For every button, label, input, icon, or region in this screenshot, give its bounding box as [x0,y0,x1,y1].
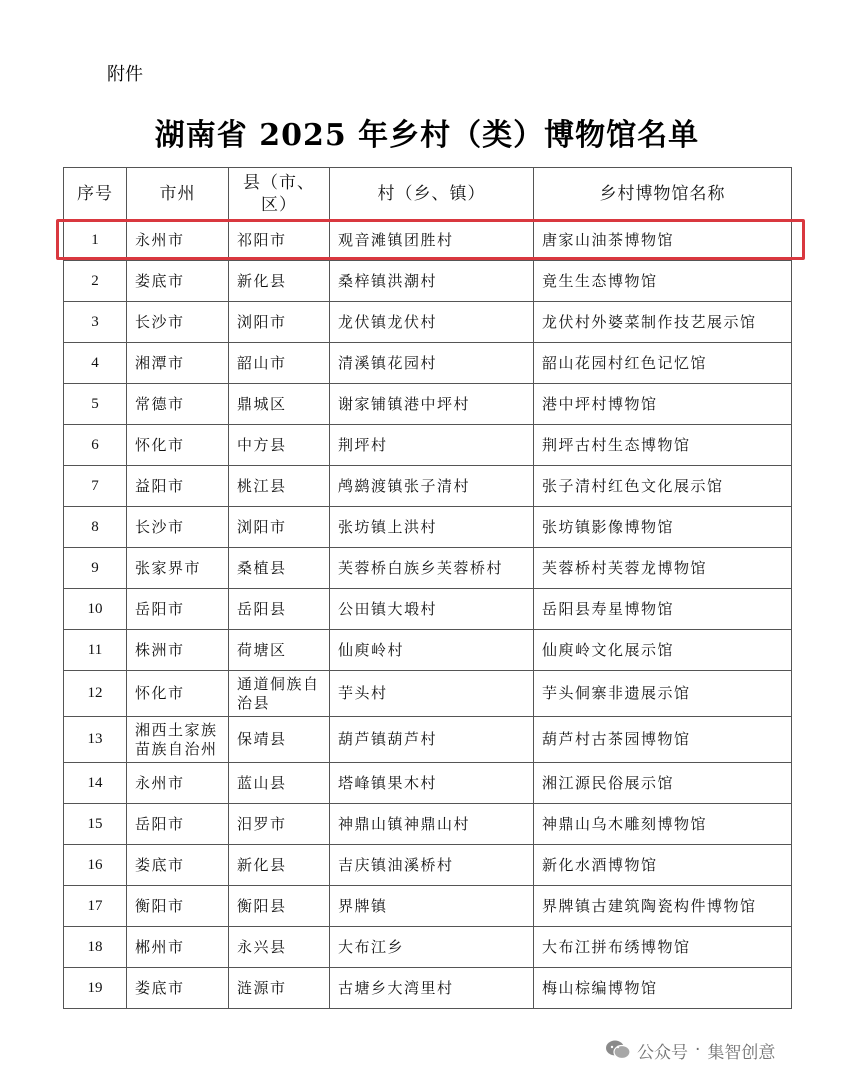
cell-number: 2 [64,261,127,302]
column-header-city: 市州 [127,168,229,220]
cell-number: 14 [64,763,127,804]
cell-number: 16 [64,845,127,886]
table-header-row [64,168,792,220]
cell-number: 18 [64,927,127,968]
column-header-village: 村（乡、镇） [330,168,534,220]
cell-city: 永州市 [127,763,229,804]
cell-number: 6 [64,425,127,466]
watermark-label: 公众号 [637,1042,688,1063]
table-row [64,507,792,548]
cell-village: 谢家铺镇港中坪村 [330,384,534,425]
watermark-account: 集智创意 [707,1042,776,1063]
cell-village: 鸬鹚渡镇张子清村 [330,466,534,507]
cell-county: 通道侗族自治县 [229,671,330,717]
cell-county: 祁阳市 [229,220,330,261]
cell-museum-name: 龙伏村外婆菜制作技艺展示馆 [534,302,792,343]
cell-number: 7 [64,466,127,507]
cell-museum-name: 大布江拼布绣博物馆 [534,927,792,968]
cell-museum-name: 港中坪村博物馆 [534,384,792,425]
cell-museum-name: 竟生生态博物馆 [534,261,792,302]
watermark-separator: · [695,1040,701,1060]
cell-number: 3 [64,302,127,343]
column-header-museum-name: 乡村博物馆名称 [534,168,792,220]
cell-museum-name: 芋头侗寨非遗展示馆 [534,671,792,717]
cell-village: 古塘乡大湾里村 [330,968,534,1009]
cell-number: 10 [64,589,127,630]
cell-village: 神鼎山镇神鼎山村 [330,804,534,845]
cell-county: 涟源市 [229,968,330,1009]
cell-village: 龙伏镇龙伏村 [330,302,534,343]
table-row [64,466,792,507]
cell-village: 观音滩镇团胜村 [330,220,534,261]
cell-number: 5 [64,384,127,425]
table-row [64,804,792,845]
table-row [64,671,792,717]
cell-county: 蓝山县 [229,763,330,804]
cell-number: 19 [64,968,127,1009]
cell-museum-name: 新化水酒博物馆 [534,845,792,886]
cell-city: 岳阳市 [127,804,229,845]
museum-list-table [63,167,792,1009]
watermark [605,1037,775,1063]
cell-museum-name: 芙蓉桥村芙蓉龙博物馆 [534,548,792,589]
cell-number: 17 [64,886,127,927]
cell-city: 常德市 [127,384,229,425]
cell-city: 怀化市 [127,425,229,466]
attachment-label: 附件 [107,64,143,85]
cell-county: 鼎城区 [229,384,330,425]
cell-village: 界牌镇 [330,886,534,927]
cell-number: 11 [64,630,127,671]
cell-city: 岳阳市 [127,589,229,630]
highlight-box [56,219,805,260]
cell-county: 新化县 [229,845,330,886]
cell-number: 8 [64,507,127,548]
cell-county: 新化县 [229,261,330,302]
cell-museum-name: 张坊镇影像博物馆 [534,507,792,548]
cell-county: 荷塘区 [229,630,330,671]
column-header-number: 序号 [64,168,127,220]
cell-county: 汨罗市 [229,804,330,845]
cell-number: 13 [64,717,127,763]
cell-museum-name: 唐家山油茶博物馆 [534,220,792,261]
cell-museum-name: 仙庾岭文化展示馆 [534,630,792,671]
table-row [64,968,792,1009]
cell-village: 吉庆镇油溪桥村 [330,845,534,886]
table-row [64,302,792,343]
cell-museum-name: 界牌镇古建筑陶瓷构件博物馆 [534,886,792,927]
cell-number: 9 [64,548,127,589]
cell-village: 大布江乡 [330,927,534,968]
table-row [64,384,792,425]
cell-village: 公田镇大塅村 [330,589,534,630]
cell-city: 娄底市 [127,845,229,886]
cell-village: 荆坪村 [330,425,534,466]
cell-county: 桃江县 [229,466,330,507]
table-row [64,717,792,763]
cell-city: 衡阳市 [127,886,229,927]
cell-city: 娄底市 [127,261,229,302]
cell-museum-name: 荆坪古村生态博物馆 [534,425,792,466]
table-row [64,343,792,384]
table-row [64,261,792,302]
cell-county: 永兴县 [229,927,330,968]
cell-county: 浏阳市 [229,302,330,343]
cell-museum-name: 湘江源民俗展示馆 [534,763,792,804]
cell-city: 怀化市 [127,671,229,717]
cell-county: 衡阳县 [229,886,330,927]
cell-museum-name: 葫芦村古茶园博物馆 [534,717,792,763]
cell-city: 郴州市 [127,927,229,968]
cell-village: 张坊镇上洪村 [330,507,534,548]
cell-village: 桑梓镇洪潮村 [330,261,534,302]
cell-museum-name: 韶山花园村红色记忆馆 [534,343,792,384]
cell-city: 湘西土家族苗族自治州 [127,717,229,763]
cell-county: 韶山市 [229,343,330,384]
cell-county: 岳阳县 [229,589,330,630]
cell-village: 芋头村 [330,671,534,717]
cell-city: 长沙市 [127,302,229,343]
cell-number: 12 [64,671,127,717]
cell-museum-name: 张子清村红色文化展示馆 [534,466,792,507]
cell-number: 15 [64,804,127,845]
cell-county: 浏阳市 [229,507,330,548]
table-row [64,845,792,886]
cell-village: 清溪镇花园村 [330,343,534,384]
cell-village: 仙庾岭村 [330,630,534,671]
table-row [64,548,792,589]
cell-museum-name: 梅山棕编博物馆 [534,968,792,1009]
cell-city: 永州市 [127,220,229,261]
cell-city: 张家界市 [127,548,229,589]
table-row [64,589,792,630]
wechat-official-account-icon [605,1039,631,1061]
cell-city: 湘潭市 [127,343,229,384]
page-title: 湖南省 2025 年乡村（类）博物馆名单 [154,118,700,153]
cell-city: 益阳市 [127,466,229,507]
cell-number: 1 [64,220,127,261]
cell-museum-name: 神鼎山乌木雕刻博物馆 [534,804,792,845]
cell-number: 4 [64,343,127,384]
cell-city: 株洲市 [127,630,229,671]
cell-village: 葫芦镇葫芦村 [330,717,534,763]
cell-village: 塔峰镇果木村 [330,763,534,804]
table-row [64,763,792,804]
table-row [64,927,792,968]
cell-county: 保靖县 [229,717,330,763]
cell-city: 长沙市 [127,507,229,548]
table-row [64,630,792,671]
cell-county: 中方县 [229,425,330,466]
cell-county: 桑植县 [229,548,330,589]
column-header-county: 县（市、区） [229,168,330,220]
table-row [64,425,792,466]
table-row [64,886,792,927]
cell-city: 娄底市 [127,968,229,1009]
cell-village: 芙蓉桥白族乡芙蓉桥村 [330,548,534,589]
cell-museum-name: 岳阳县寿星博物馆 [534,589,792,630]
